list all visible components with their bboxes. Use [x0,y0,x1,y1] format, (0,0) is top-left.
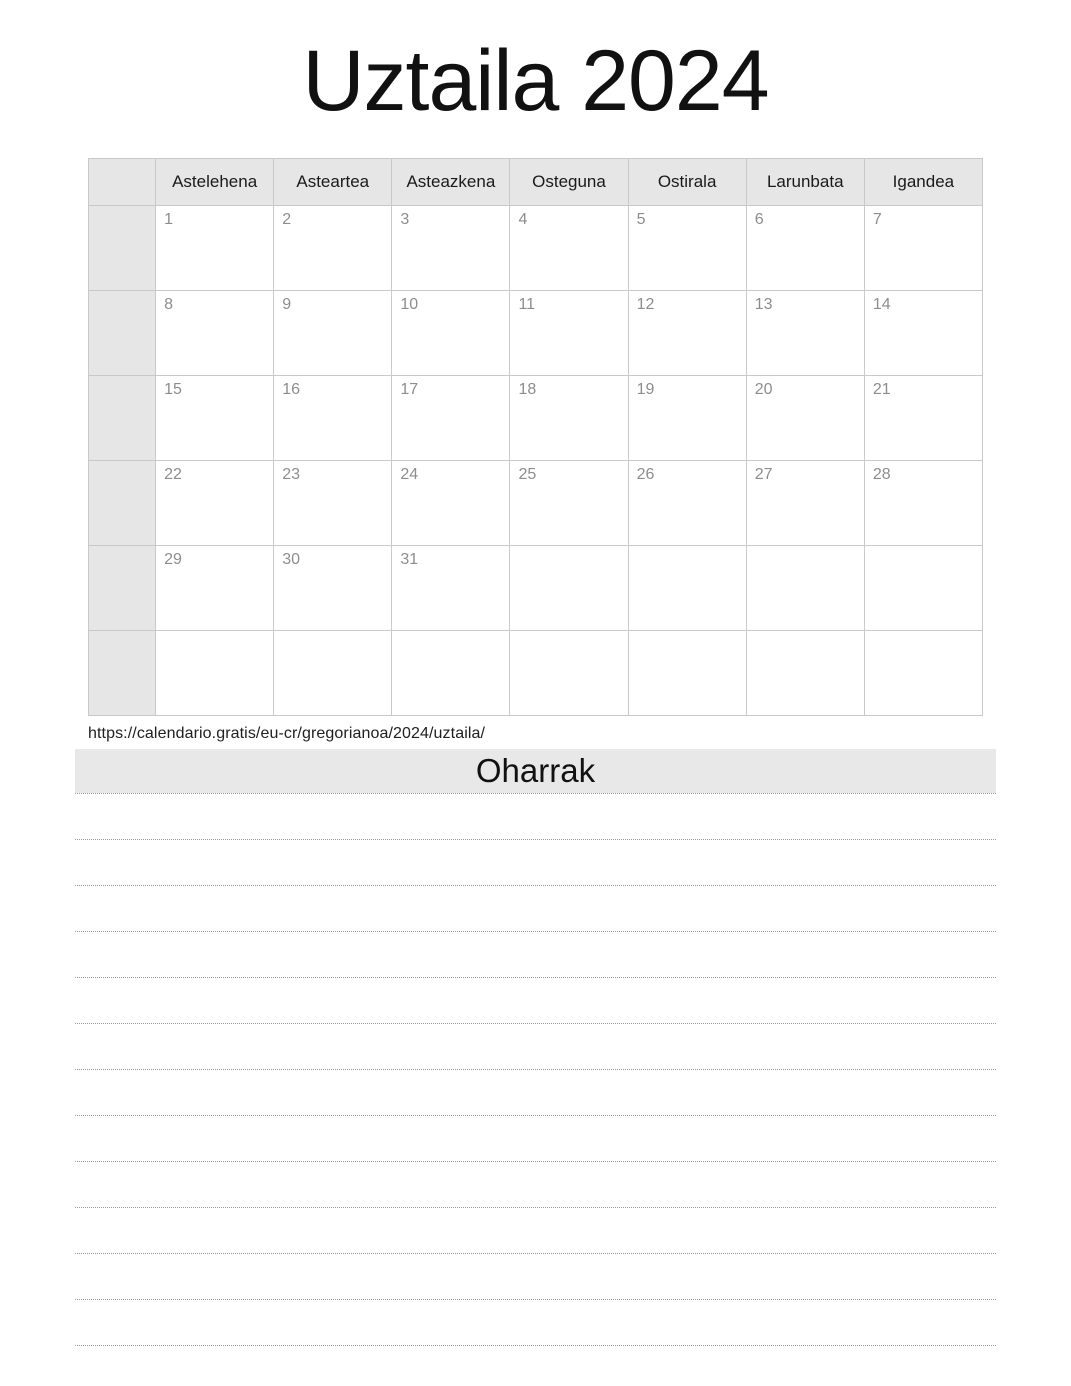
day-number [392,631,509,637]
day-cell[interactable] [864,206,982,291]
day-number [274,631,391,637]
day-cell[interactable] [156,291,274,376]
day-number [156,631,273,637]
day-cell[interactable] [864,376,982,461]
day-cell[interactable] [510,546,628,631]
day-number: 27 [754,466,773,483]
day-cell[interactable] [156,546,274,631]
day-number: 8 [164,296,173,313]
day-number: 20 [754,381,773,398]
notes-writing-area[interactable] [75,793,996,1346]
day-cell[interactable] [156,376,274,461]
week-gutter-cell [89,461,156,546]
day-number: 29 [164,551,182,568]
day-number: 9 [282,296,292,313]
note-line[interactable] [75,1116,996,1162]
week-gutter-cell [89,376,156,461]
calendar-week-row [89,461,983,546]
day-cell[interactable] [628,291,746,376]
day-number: 4 [518,211,528,228]
calendar-week-row [89,291,983,376]
day-cell[interactable] [274,461,392,546]
day-cell[interactable] [628,461,746,546]
day-number: 26 [636,466,655,483]
day-number: 6 [754,211,764,228]
day-cell[interactable] [392,546,510,631]
note-line[interactable] [75,793,996,840]
note-line[interactable] [75,932,996,978]
day-number: 22 [164,466,182,483]
day-cell[interactable] [274,376,392,461]
weekday-header-friday: Ostirala [628,159,746,206]
weekday-header-wednesday: Asteazkena [392,159,510,206]
weekday-header-sunday: Igandea [864,159,982,206]
day-number [629,631,746,637]
day-number [865,631,982,637]
calendar-week-row [89,631,983,716]
note-line[interactable] [75,1254,996,1300]
day-cell[interactable] [864,631,982,716]
note-line[interactable] [75,978,996,1024]
weekday-header-monday: Astelehena [156,159,274,206]
day-number: 18 [518,381,537,398]
day-cell[interactable] [746,461,864,546]
weekday-header-thursday: Osteguna [510,159,628,206]
day-number [865,546,982,552]
day-number: 16 [282,381,300,398]
calendar-week-row [89,206,983,291]
day-cell[interactable] [156,461,274,546]
day-number: 7 [872,211,882,228]
day-number: 14 [872,296,891,313]
day-cell[interactable] [628,546,746,631]
calendar-container [88,158,983,716]
month-calendar-table [88,158,983,716]
day-number: 2 [282,211,292,228]
day-cell[interactable] [510,631,628,716]
day-cell[interactable] [392,206,510,291]
note-line[interactable] [75,1208,996,1254]
day-cell[interactable] [156,631,274,716]
day-cell[interactable] [392,461,510,546]
week-gutter-cell [89,631,156,716]
day-number: 17 [400,381,419,398]
week-gutter-cell [89,206,156,291]
day-cell[interactable] [628,631,746,716]
day-cell[interactable] [628,376,746,461]
day-cell[interactable] [392,631,510,716]
day-number [747,546,864,552]
calendar-week-row [89,376,983,461]
day-number: 3 [400,211,410,228]
day-number [510,546,627,552]
week-gutter-cell [89,546,156,631]
day-number: 11 [518,296,536,313]
day-cell[interactable] [274,631,392,716]
calendar-corner-cell [89,159,156,206]
calendar-body [89,206,983,716]
source-url[interactable]: https://calendario.gratis/eu-cr/gregorianoa/2024/uztaila/ [88,725,486,742]
day-number: 31 [400,551,419,568]
day-number: 12 [636,296,655,313]
day-cell[interactable] [746,291,864,376]
day-cell[interactable] [510,206,628,291]
day-number: 25 [518,466,537,483]
day-number: 5 [636,211,646,228]
day-cell[interactable] [864,546,982,631]
day-number: 13 [754,296,773,313]
notes-heading: Oharrak [75,749,996,793]
calendar-week-row [89,546,983,631]
note-line[interactable] [75,1070,996,1116]
day-number: 30 [282,551,300,568]
day-number: 23 [282,466,300,483]
day-cell[interactable] [392,376,510,461]
day-number [629,546,746,552]
day-cell[interactable] [864,461,982,546]
day-cell[interactable] [628,206,746,291]
day-number: 1 [164,211,173,228]
day-number [510,631,627,637]
notes-section [75,749,996,1346]
day-number: 10 [400,296,419,313]
day-cell[interactable] [392,291,510,376]
note-line[interactable] [75,840,996,886]
day-cell[interactable] [746,206,864,291]
day-cell[interactable] [510,291,628,376]
day-number [747,631,864,637]
day-number: 24 [400,466,419,483]
day-cell[interactable] [510,376,628,461]
day-cell[interactable] [274,206,392,291]
week-gutter-cell [89,291,156,376]
note-line[interactable] [75,1300,996,1346]
day-number: 15 [164,381,182,398]
weekday-header-saturday: Larunbata [746,159,864,206]
day-number: 21 [872,381,891,398]
weekday-header-tuesday: Asteartea [274,159,392,206]
note-line[interactable] [75,1162,996,1208]
day-cell[interactable] [156,206,274,291]
day-number: 19 [636,381,655,398]
day-cell[interactable] [746,546,864,631]
day-cell[interactable] [510,461,628,546]
calendar-header-row [89,159,983,206]
page-title: Uztaila 2024 [302,33,769,129]
note-line[interactable] [75,1024,996,1070]
day-cell[interactable] [746,376,864,461]
note-line[interactable] [75,886,996,932]
day-cell[interactable] [864,291,982,376]
day-cell[interactable] [274,546,392,631]
day-number: 28 [872,466,891,483]
day-cell[interactable] [274,291,392,376]
day-cell[interactable] [746,631,864,716]
